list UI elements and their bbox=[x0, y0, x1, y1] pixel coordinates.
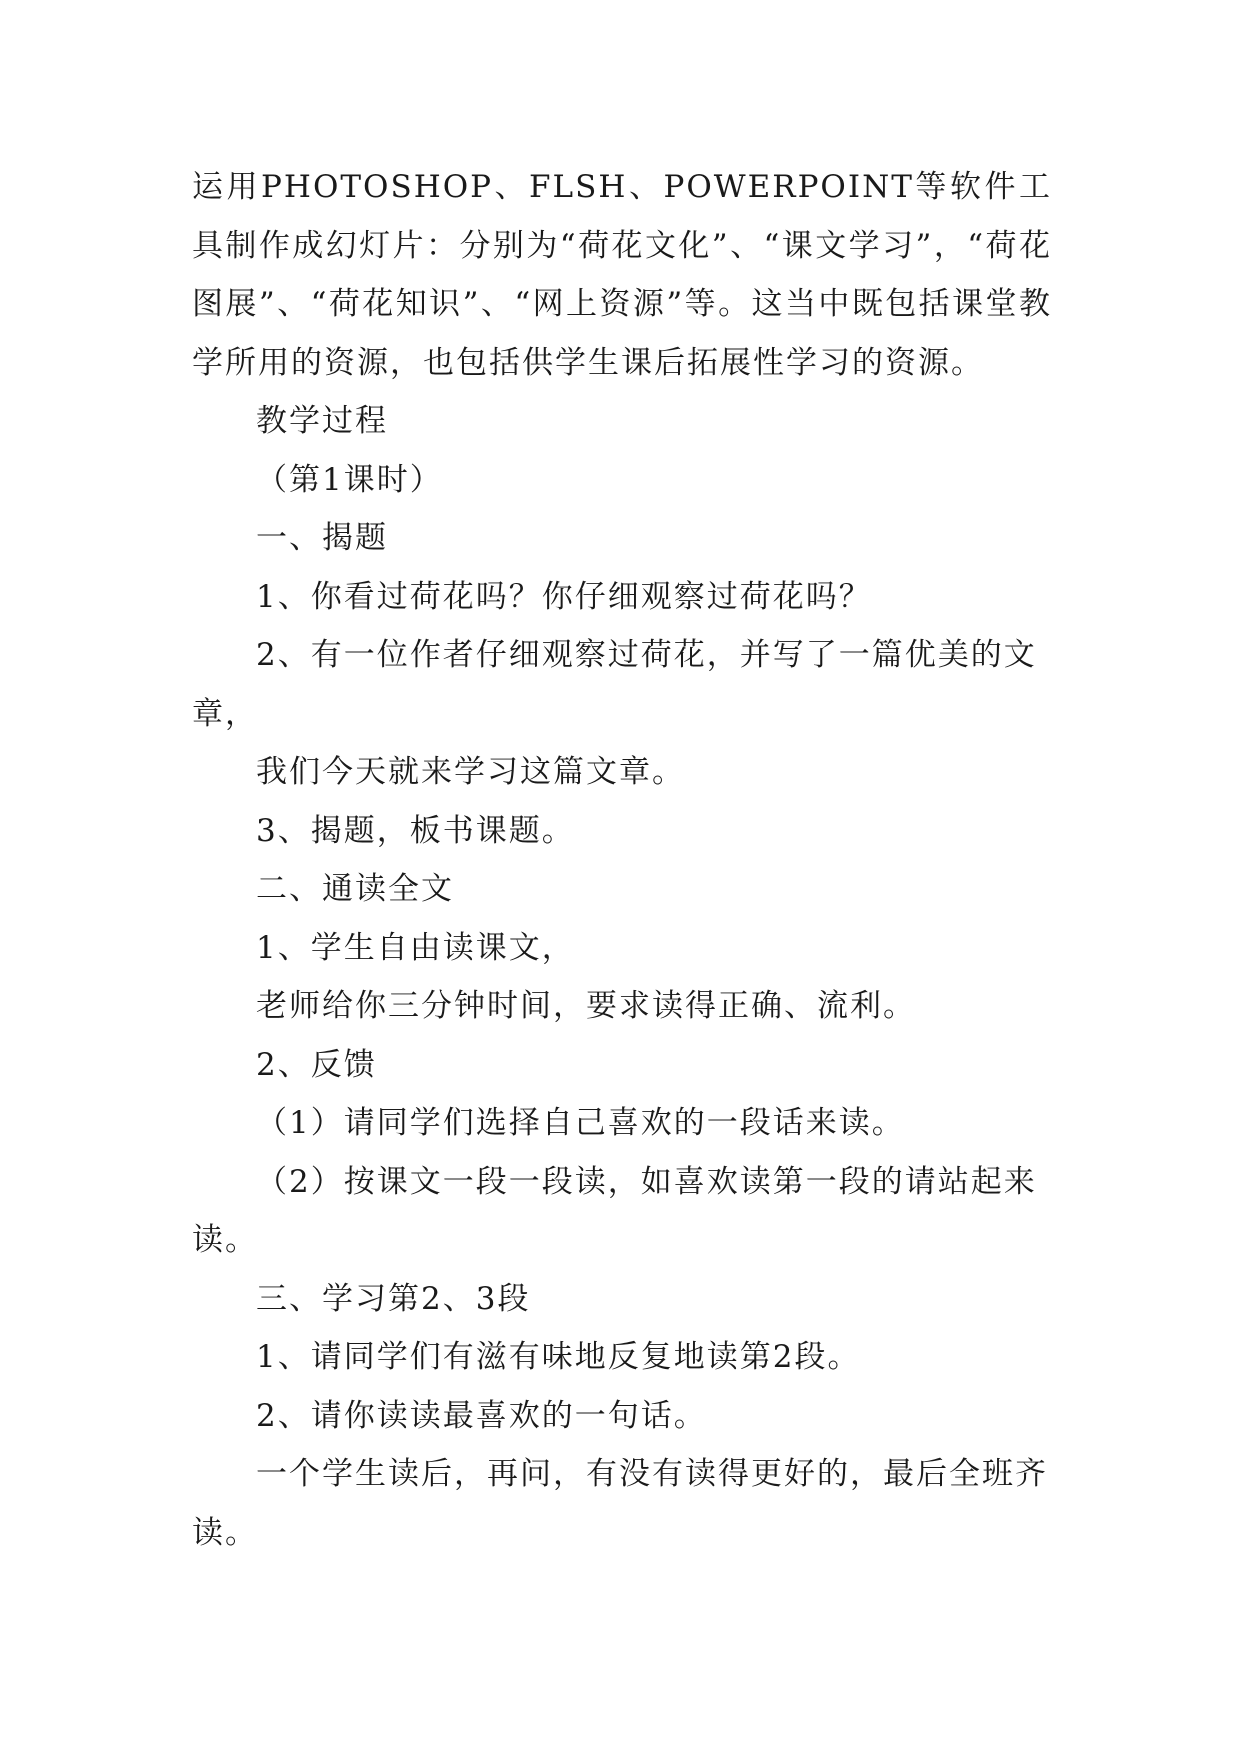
list-item: 2、反馈 bbox=[256, 1046, 377, 1083]
paragraph: 一个学生读后，再问，有没有读得更好的，最后全班齐读。 bbox=[192, 1456, 1048, 1551]
section-heading-2: 二、通读全文 bbox=[256, 871, 454, 907]
list-item: 1、请同学们有滋有味地反复地读第2段。 bbox=[256, 1339, 861, 1375]
sub-list-item: （1）请同学们选择自己喜欢的一段话来读。 bbox=[256, 1105, 905, 1141]
list-item: 1、学生自由读课文， bbox=[256, 929, 575, 966]
section-heading-3: 三、学习第2、3段 bbox=[256, 1280, 531, 1317]
sub-list-item: （2）按课文一段一段读，如喜欢读第一段的请站起来读。 bbox=[192, 1163, 1037, 1258]
list-item: 2、有一位作者仔细观察过荷花，并写了一篇优美的文章， bbox=[192, 637, 1037, 732]
heading-teaching-process: 教学过程 bbox=[256, 403, 388, 439]
list-item: 3、揭题，板书课题。 bbox=[256, 812, 575, 849]
paragraph: 老师给你三分钟时间，要求读得正确、流利。 bbox=[256, 988, 916, 1024]
lesson-period-label: （第1课时） bbox=[256, 461, 443, 498]
list-item: 1、你看过荷花吗？你仔细观察过荷花吗？ bbox=[256, 578, 872, 615]
section-heading-1: 一、揭题 bbox=[256, 520, 388, 556]
document-body bbox=[192, 158, 1052, 1562]
list-item: 2、请你读读最喜欢的一句话。 bbox=[256, 1397, 707, 1434]
paragraph: 我们今天就来学习这篇文章。 bbox=[256, 754, 685, 790]
intro-paragraph: 运用PHOTOSHOP、FLSH、POWERPOINT等软件工具制作成幻灯片：分别为“荷花文化”、“课文学习”，“荷花图展”、“荷花知识”、“网上资源”等。这当中既包括课堂教学所用的资源，也包括供学生课后拓展性学习的资源。 bbox=[192, 169, 1052, 381]
